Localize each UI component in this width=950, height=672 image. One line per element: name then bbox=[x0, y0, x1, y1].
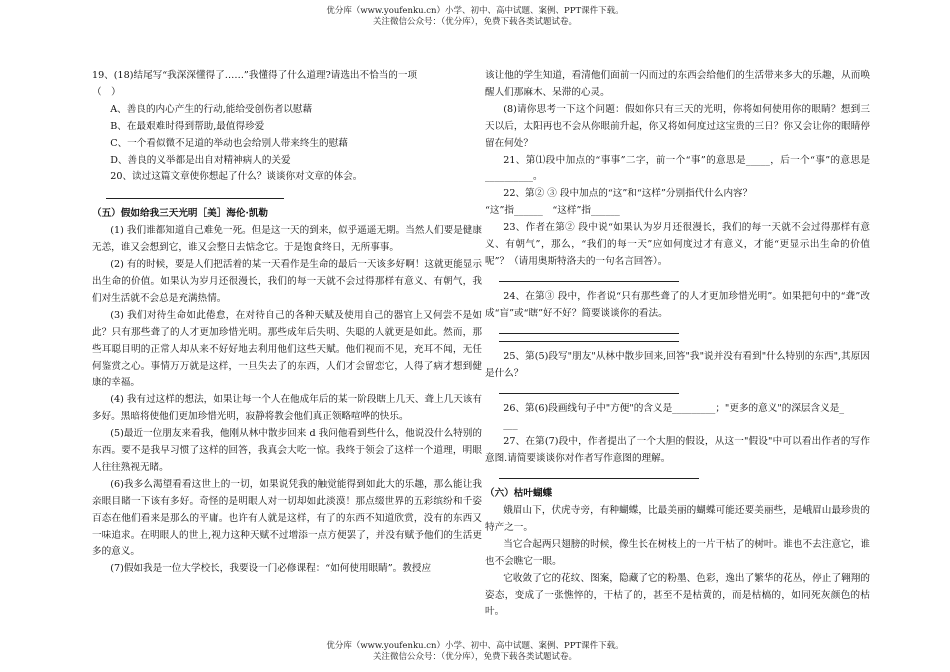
page-footer bbox=[0, 641, 950, 663]
story-paragraph-2: 当它合起两只翅膀的时候，像生长在树枝上的一片干枯了的树叶。谁也不去注意它，谁也不会瞧它一眼。 bbox=[485, 538, 870, 567]
answer-line bbox=[499, 333, 679, 334]
answer-line bbox=[499, 393, 679, 394]
right-column bbox=[485, 68, 870, 621]
answer-line bbox=[499, 478, 699, 479]
question-24: 24、在第③ 段中，作者说“只有那些聋了的人才更加珍惜光明”。如果把句中的“聋”改成“盲”或“瞎”好不好？简要谈谈你的看法。 bbox=[485, 290, 870, 319]
question-22-answer: “这”指______ “这样”指______ bbox=[485, 205, 620, 217]
passage-paragraph-2: (2) 有的时候，要是人们把活着的某一天看作是生命的最后一天该多好啊！这就更能显示出生命的价值。如果认为岁月还很漫长，我们的每一天就不会过得那样有意义、有朝气，我们对生活就不会总是充满热情。 bbox=[92, 259, 482, 304]
question-21: 21、第⑴段中加点的“事事”二字，前一个“事”的意思是_____，后一个“事”的意思是__________。 bbox=[485, 154, 870, 183]
footer-line-1: 优分库（www.youfenku.cn）小学、初中、高中试题、案例、PPT课件下载。 bbox=[326, 641, 624, 651]
header-line-2: 关注微信公众号：（优分库），免费下载各类试题试卷。 bbox=[372, 17, 577, 27]
question-25: 25、第(5)段写"朋友"从林中散步回来,回答"我"说并没有看到"什么特别的东西",其原因是什么？ bbox=[485, 350, 870, 379]
question-19-option-a: A、善良的内心产生的行动,能给受创伤者以慰藉 bbox=[110, 103, 313, 115]
answer-line bbox=[106, 198, 284, 199]
story-paragraph-3: 它收敛了它的花纹、图案，隐藏了它的粉墨、色彩，逸出了繁华的花丛，停止了翱翔的姿态，变成了一张憔悴的，干枯了的，甚至不是枯黄的，而是枯槁的，如同死灰颜色的枯叶。 bbox=[485, 572, 870, 618]
passage-paragraph-7: (7)假如我是一位大学校长，我要设一门必修课程：“如何使用眼睛”。教授应 bbox=[110, 563, 432, 575]
passage-paragraph-4: (4) 我有过这样的想法，如果让每一个人在他成年后的某一阶段瞎上几天、聋上几天该有多好。黑暗将使他们更加珍惜光明，寂静将教会他们真正领略喧哗的快乐。 bbox=[92, 394, 482, 423]
question-26: 26、第(6)段画线句子中"方便"的含义是_________；"更多的意义"的深层含义是_ bbox=[503, 402, 845, 414]
question-19: 19、(18)结尾写“我深深懂得了……”我懂得了什么道理?请选出不恰当的一项 bbox=[92, 70, 418, 81]
question-22: 22、第② ③ 段中加点的“这”和“这样”分别指代什么内容？ bbox=[503, 188, 753, 200]
section-5-title: （五）假如给我三天光明［美］海伦·凯勒 bbox=[92, 208, 269, 220]
question-23: 23、作者在第② 段中说“如果认为岁月还很漫长，我们的每一天就不会过得那样有意义、有朝气”，那么，“我们的每一天”应如何度过才有意义，才能“更显示出生命的价值呢”？（请用奥斯特洛夫的一句名言回答）。 bbox=[485, 222, 870, 267]
answer-line bbox=[499, 281, 679, 282]
question-26-cont: ___ bbox=[503, 419, 518, 431]
header-line-1: 优分库（www.youfenku.cn）小学、初中、高中试题、案例、PPT课件下载。 bbox=[326, 6, 624, 16]
question-19-option-c: C、一个看似微不足道的举动也会给别人带来终生的慰藉 bbox=[110, 137, 348, 149]
left-column bbox=[92, 68, 482, 578]
passage-paragraph-8: (8)请你思考一下这个问题：假如你只有三天的光明，你将如何使用你的眼睛？想到三天以后，太阳再也不会从你眼前升起，你又将如何度过这宝贵的三日？你又会让你的眼睛停留在何处？ bbox=[485, 103, 870, 149]
story-paragraph-1: 娥眉山下，伏虎寺旁，有种蝴蝶，比最美丽的蝴蝶可能还要美丽些，是峨眉山最珍贵的特产之一。 bbox=[485, 505, 870, 533]
passage-paragraph-7-cont: 该让他的学生知道，看清他们面前一闪而过的东西会给他们的生活带来多大的乐趣，从而唤醒人们那麻木、呆滞的心灵。 bbox=[485, 70, 870, 98]
footer-line-2: 关注微信公众号：（优分库），免费下载各类试题试卷。 bbox=[372, 652, 577, 662]
passage-paragraph-6: (6)我多么渴望看看这世上的一切，如果说凭我的触觉能得到如此大的乐趣，那么能让我亲眼目睹一下该有多好。奇怪的是明眼人对一切却如此淡漠！那点缀世界的五彩缤纷和千姿百态在他们看来是那么的平庸。也许有人就是这样，有了的东西不知道欣赏，没有的东西又一味追求。在明眼人的世上,视力这种天赋不过增添一点方便罢了，并没有赋予他们的生活更多的意义。 bbox=[92, 478, 482, 558]
question-19-paren: （ ） bbox=[92, 86, 121, 98]
question-19-option-b: B、在最艰难时得到帮助,最值得珍爱 bbox=[110, 120, 265, 132]
section-6-title: （六）枯叶蝴蝶 bbox=[485, 488, 553, 500]
question-19-option-d: D、善良的义举都是出自对精神病人的关爱 bbox=[110, 154, 291, 166]
passage-paragraph-5: (5)最近一位朋友来看我，他刚从林中散步回来 d 我问他看到些什么，他说没什么特别的东西。要不是我早习惯了这样的回答，我真会大吃一惊。我终于领会了这样一个道理，明眼人往往熟视无睹。 bbox=[92, 428, 482, 473]
page-header bbox=[0, 6, 950, 28]
passage-paragraph-1: (1) 我们谁都知道自己难免一死。但是这一天的到来，似乎遥遥无期。当然人们要是健康无恙，谁又会想到它，谁又会整日去惦念它。于是饱食终日，无所事事。 bbox=[92, 225, 482, 254]
question-27: 27、在第(7)段中，作者提出了一个大胆的假设，从这一"假设"中可以看出作者的写作意图.请简要谈谈你对作者写作意图的理解。 bbox=[485, 436, 870, 465]
question-20: 20、读过这篇文章使你想起了什么？谈谈你对文章的体会。 bbox=[110, 171, 363, 183]
answer-line bbox=[499, 341, 679, 342]
passage-paragraph-3: (3) 我们对待生命如此倦怠，在对待自己的各种天赋及使用自己的器官上又何尝不是如此？只有那些聋了的人才更加珍惜光明。那些成年后失明、失聪的人就更是如此。然而，那些耳聪目明的正常人却从来不好好地去利用他们这些天赋。他们视而不见，充耳不闻，无任何鉴赏之心。事情万万就是这样，一旦失去了的东西，人们才会留恋它，人得了病才想到健康的幸福。 bbox=[92, 309, 482, 389]
